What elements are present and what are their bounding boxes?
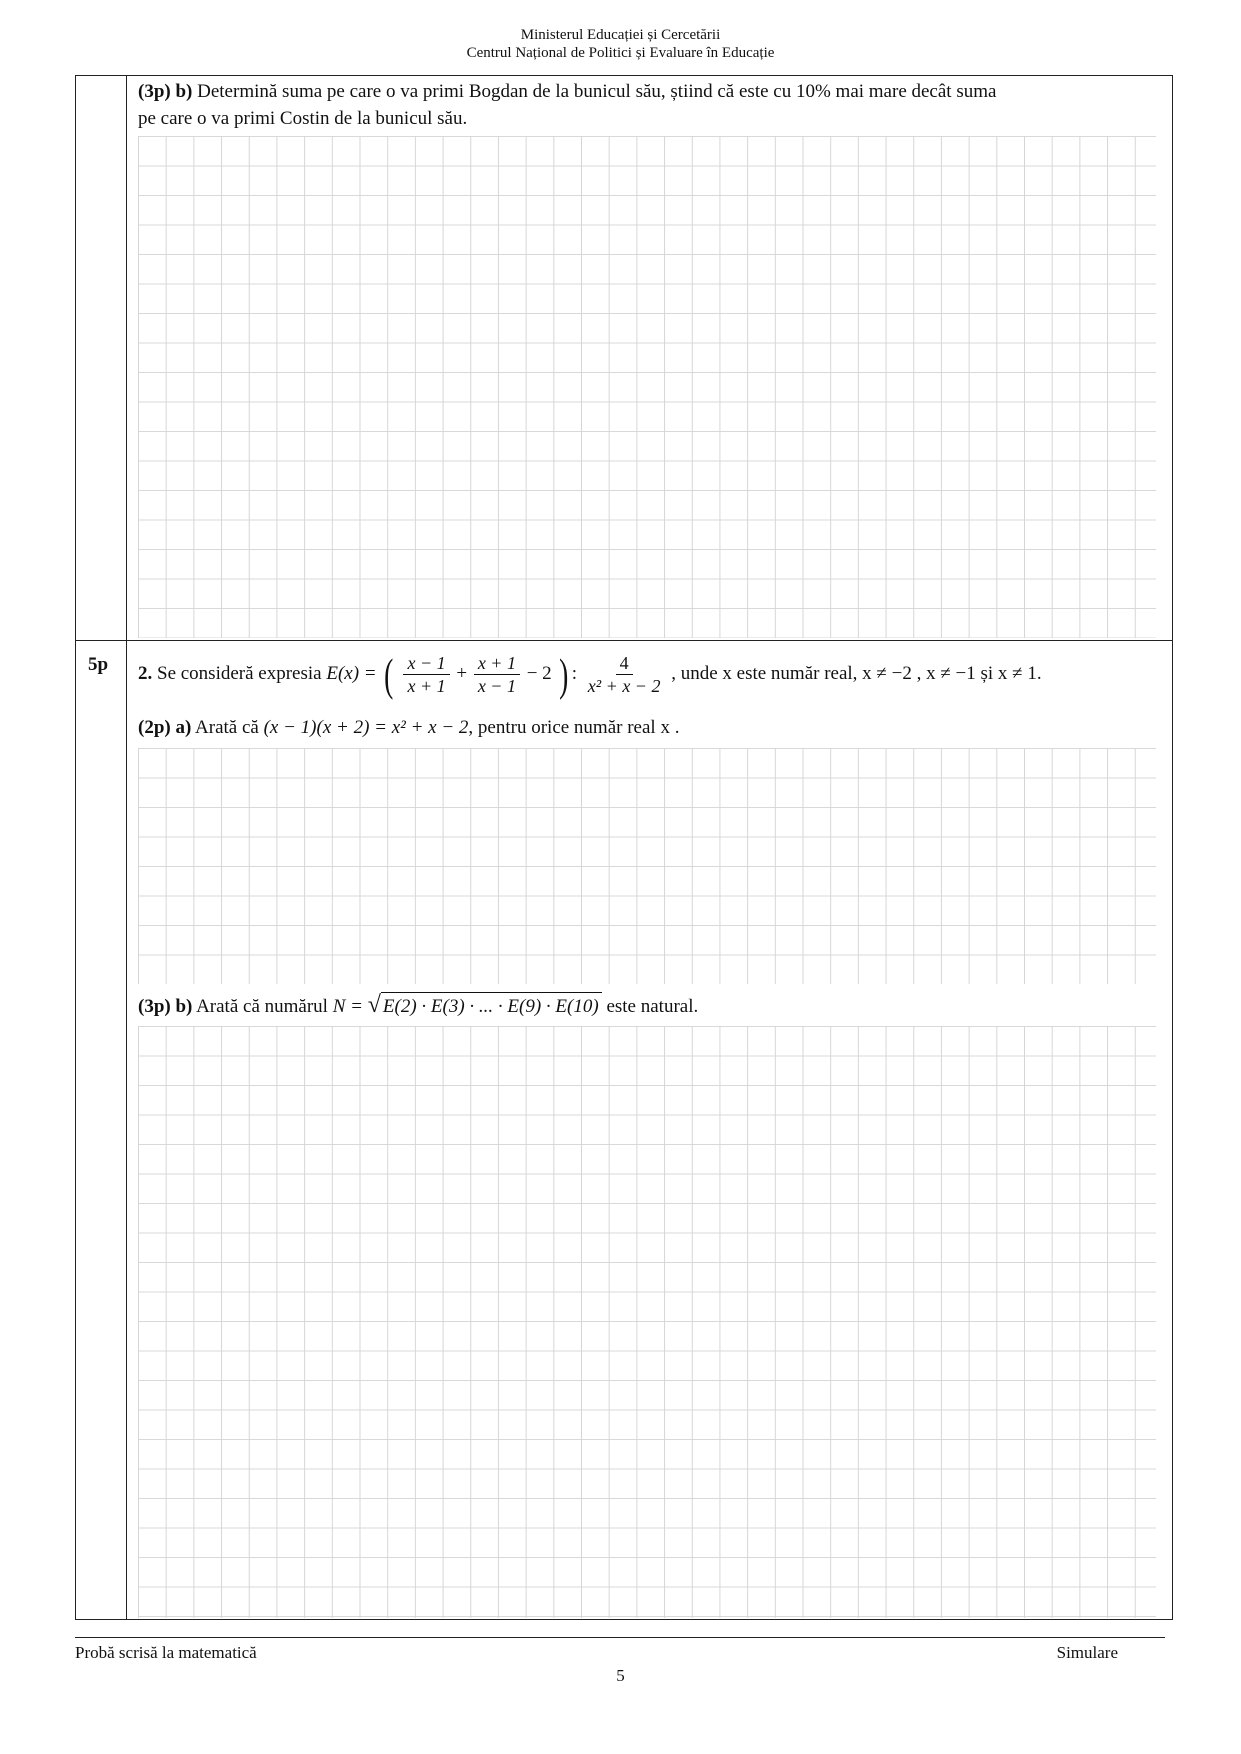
question-1b-line1 — [138, 78, 996, 105]
answer-grid-1b[interactable] — [138, 136, 1156, 638]
question-1b-line2: pe care o va primi Costin de la bunicul său. — [138, 108, 468, 129]
footer-divider — [75, 1637, 1165, 1638]
row-divider — [76, 640, 1172, 641]
document-header — [0, 26, 1241, 62]
center-title: Centrul Național de Politici și Evaluare în Educație — [466, 45, 775, 61]
question-2b-formula: E(2) · E(3) · ... · E(9) · E(10) — [381, 992, 602, 1020]
right-paren: ) — [559, 648, 569, 700]
sqrt-icon: √ — [367, 992, 381, 1018]
problem-intro: Se consideră expresia — [157, 663, 322, 684]
question-1b-label: (3p) b) — [138, 81, 193, 102]
exam-table — [75, 75, 1173, 1620]
question-2b: (3p) b) Arată că numărul N = √ E(2) · E(3) · ... · E(9) · E(10) este natural. — [138, 992, 699, 1018]
problem-condition: , unde x este număr real, x ≠ −2 , x ≠ −1 și x ≠ 1. — [671, 663, 1042, 684]
question-2a-formula: (x − 1)(x + 2) = x² + x − 2 — [263, 717, 469, 738]
left-paren: ( — [384, 648, 394, 700]
column-divider — [126, 76, 127, 1619]
fraction-3: $\frac{4}{\text{x² + x − 2}}$ — [587, 653, 661, 697]
expression-name: E(x) = — [326, 663, 377, 684]
footer-exam-type: Simulare — [1056, 1643, 1118, 1662]
question-1b-text: Determină suma pe care o va primi Bogdan de la bunicul său, știind că este cu 10% mai mare decât suma — [197, 81, 997, 102]
problem-2-statement: 2. Se consideră expresia E(x) = ( $\frac{x - 1}{x + 1}$ + $\frac{x + 1}{x - 1}$ − 2 ) : $\frac{4}{\text{x² + x − 2}}$ , unde x este număr real, x ≠ −2 , x ≠ −1 și x ≠ 1. — [138, 648, 1042, 700]
answer-grid-2a[interactable] — [138, 748, 1156, 984]
problem-number: 2. — [138, 663, 153, 684]
question-2b-label: (3p) b) — [138, 996, 193, 1017]
fraction-2: $\frac{x + 1}{x - 1}$ — [474, 652, 520, 697]
points-badge: 5p — [88, 654, 109, 675]
ministry-title: Ministerul Educației și Cercetării — [520, 27, 721, 43]
page-number: 5 — [616, 1666, 625, 1685]
question-2a: (2p) a) Arată că (x − 1)(x + 2) = x² + x − 2, pentru orice număr real x . — [138, 717, 680, 738]
footer-exam-name: Probă scrisă la matematică — [75, 1643, 257, 1662]
question-2a-label: (2p) a) — [138, 717, 192, 738]
answer-grid-2b[interactable] — [138, 1026, 1156, 1618]
fraction-1: $\frac{x - 1}{x + 1}$ — [403, 652, 449, 697]
